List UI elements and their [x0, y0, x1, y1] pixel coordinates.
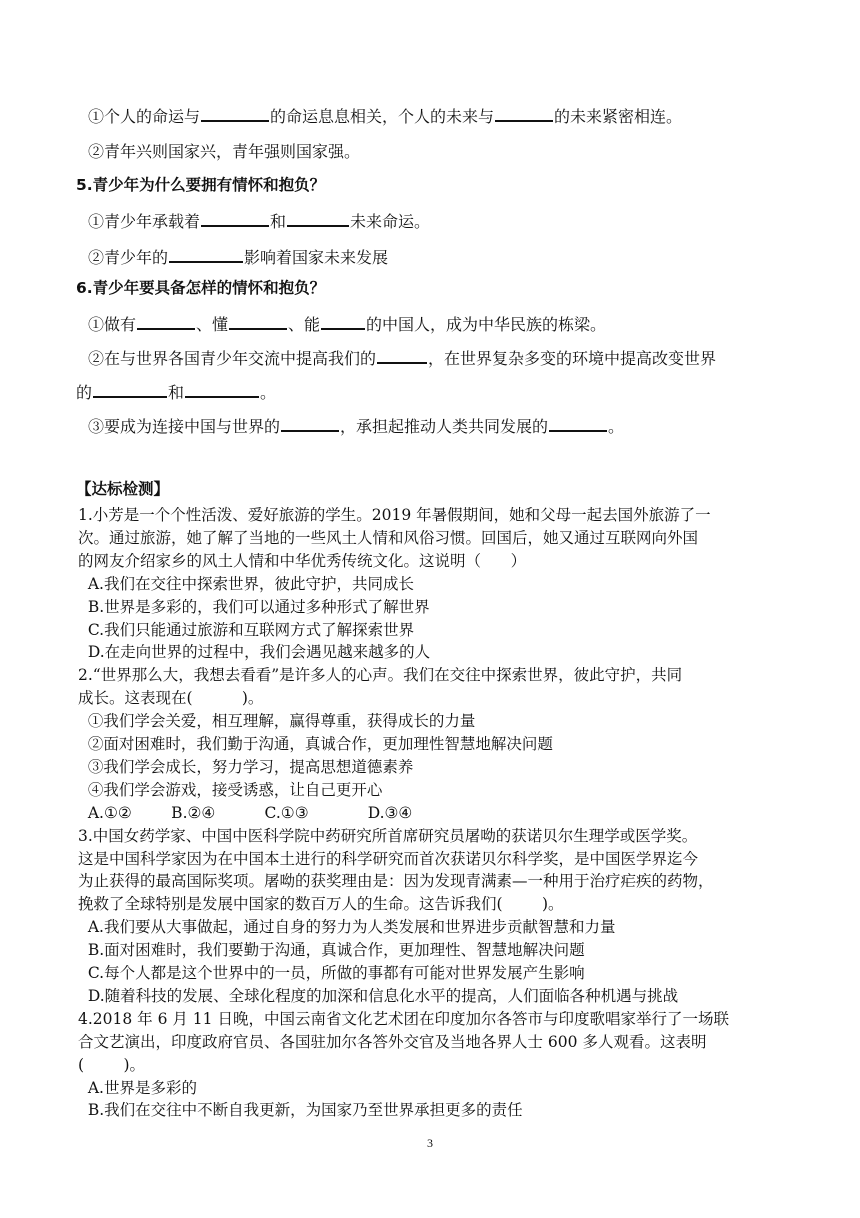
- page-number: 3: [427, 1136, 433, 1150]
- review-item-6-2: ②在与世界各国青少年交流中提高我们的 ，在世界复杂多变的环境中提高改变世界: [88, 346, 716, 369]
- test-line: B.我们在交往中不断自我更新，为国家乃至世界承担更多的责任: [78, 1101, 523, 1120]
- fill-blank[interactable]: [169, 245, 243, 263]
- test-line: 4.2018 年 6 月 11 日晚，中国云南省文化艺术团在印度加尔各答市与印度歌唱家举行了一场联: [78, 1009, 729, 1028]
- test-line: 3.中国女药学家、中国中医科学院中药研究所首席研究员屠呦的获诺贝尔生理学或医学奖。: [78, 826, 698, 845]
- test-line: ②面对困难时，我们勤于沟通，真诚合作，更加理性智慧地解决问题: [78, 735, 553, 753]
- fill-blank[interactable]: [201, 209, 269, 227]
- review-item-5-2: ②青少年的 影响着国家未来发展: [88, 245, 388, 268]
- test-line: A.世界是多彩的: [78, 1078, 197, 1097]
- test-line: B.世界是多彩的，我们可以通过多种形式了解世界: [78, 597, 430, 616]
- question-6-title: 6.青少年要具备怎样的情怀和抱负？: [76, 279, 326, 297]
- test-line: C.我们只能通过旅游和互联网方式了解探索世界: [78, 620, 415, 639]
- test-line: 挽救了全球特别是发展中国家的数百万人的生命。这告诉我们( )。: [78, 895, 564, 914]
- section-heading: 【达标检测】: [76, 480, 170, 498]
- fill-blank[interactable]: [185, 380, 259, 398]
- fill-blank[interactable]: [229, 312, 287, 330]
- test-line: A.我们要从大事做起，通过自身的努力为人类发展和世界进步贡献智慧和力量: [78, 918, 616, 937]
- review-item-6-2-cont: 的 和 。: [76, 380, 276, 403]
- test-line: A.我们在交往中探索世界，彼此守护，共同成长: [78, 574, 414, 593]
- test-line: 这是中国科学家因为在中国本土进行的科学研究而首次获诺贝尔科学奖，是中国医学界迄今: [78, 849, 699, 868]
- test-line: ①我们学会关爱，相互理解，赢得尊重，获得成长的力量: [78, 712, 476, 731]
- test-line: A.①② B.②④ C.①③ D.③④: [78, 803, 413, 822]
- test-line: 为止获得的最高国际奖项。屠呦的获奖理由是：因为发现青满素—一种用于治疗疟疾的药物，: [78, 872, 714, 891]
- question-5-title: 5.青少年为什么要拥有情怀和抱负？: [76, 176, 326, 194]
- review-item-6-3: ③要成为连接中国与世界的 ，承担起推动人类共同发展的 。: [88, 414, 624, 437]
- test-line: B.面对困难时，我们要勤于沟通，真诚合作，更加理性、智慧地解决问题: [78, 941, 585, 960]
- test-line: D.随着科技的发展、全球化程度的加深和信息化水平的提高，人们面临各种机遇与挑战: [78, 986, 679, 1005]
- fill-blank[interactable]: [201, 104, 269, 122]
- test-line: D.在走向世界的过程中，我们会遇见越来越多的人: [78, 643, 431, 662]
- test-line: C.每个人都是这个世界中的一员，所做的事都有可能对世界发展产生影响: [78, 964, 585, 982]
- fill-blank[interactable]: [287, 209, 349, 227]
- fill-blank[interactable]: [495, 104, 553, 122]
- test-line: 合文艺演出，印度政府官员、各国驻加尔各答外交官及当地各界人士 600 多人观看。这表明: [78, 1032, 707, 1051]
- review-item-4-1: ①个人的命运与 的命运息息相关，个人的未来与 的未来紧密相连。: [88, 104, 682, 127]
- fill-blank[interactable]: [321, 312, 365, 330]
- fill-blank[interactable]: [137, 312, 195, 330]
- test-line: 1.小芳是一个个性活泼、爱好旅游的学生。2019 年暑假期间，她和父母一起去国外旅游了一: [78, 506, 711, 524]
- fill-blank[interactable]: [549, 414, 607, 432]
- fill-blank[interactable]: [93, 380, 167, 398]
- fill-blank[interactable]: [281, 414, 339, 432]
- test-line: ( )。: [78, 1055, 146, 1074]
- test-line: ④我们学会游戏，接受诱惑，让自己更开心: [78, 780, 383, 799]
- test-line: 次。通过旅游，她了解了当地的一些风土人情和风俗习惯。回国后，她又通过互联网向外国: [78, 528, 699, 547]
- test-line: 2.“世界那么大，我想去看看”是许多人的心声。我们在交往中探索世界，彼此守护，共同: [78, 666, 683, 685]
- test-line: ③我们学会成长，努力学习，提高思想道德素养: [78, 757, 414, 776]
- review-item-4-2: ②青年兴则国家兴，青年强则国家强。: [88, 142, 361, 161]
- fill-blank[interactable]: [377, 346, 427, 364]
- review-item-6-1: ①做有 、懂 、能 的中国人，成为中华民族的栋梁。: [88, 312, 606, 335]
- test-line: 的网友介绍家乡的风土人情和中华优秀传统文化。这说明（ ）: [78, 551, 527, 570]
- review-item-5-1: ①青少年承载着 和 未来命运。: [88, 209, 430, 232]
- test-line: 成长。这表现在( )。: [78, 689, 264, 708]
